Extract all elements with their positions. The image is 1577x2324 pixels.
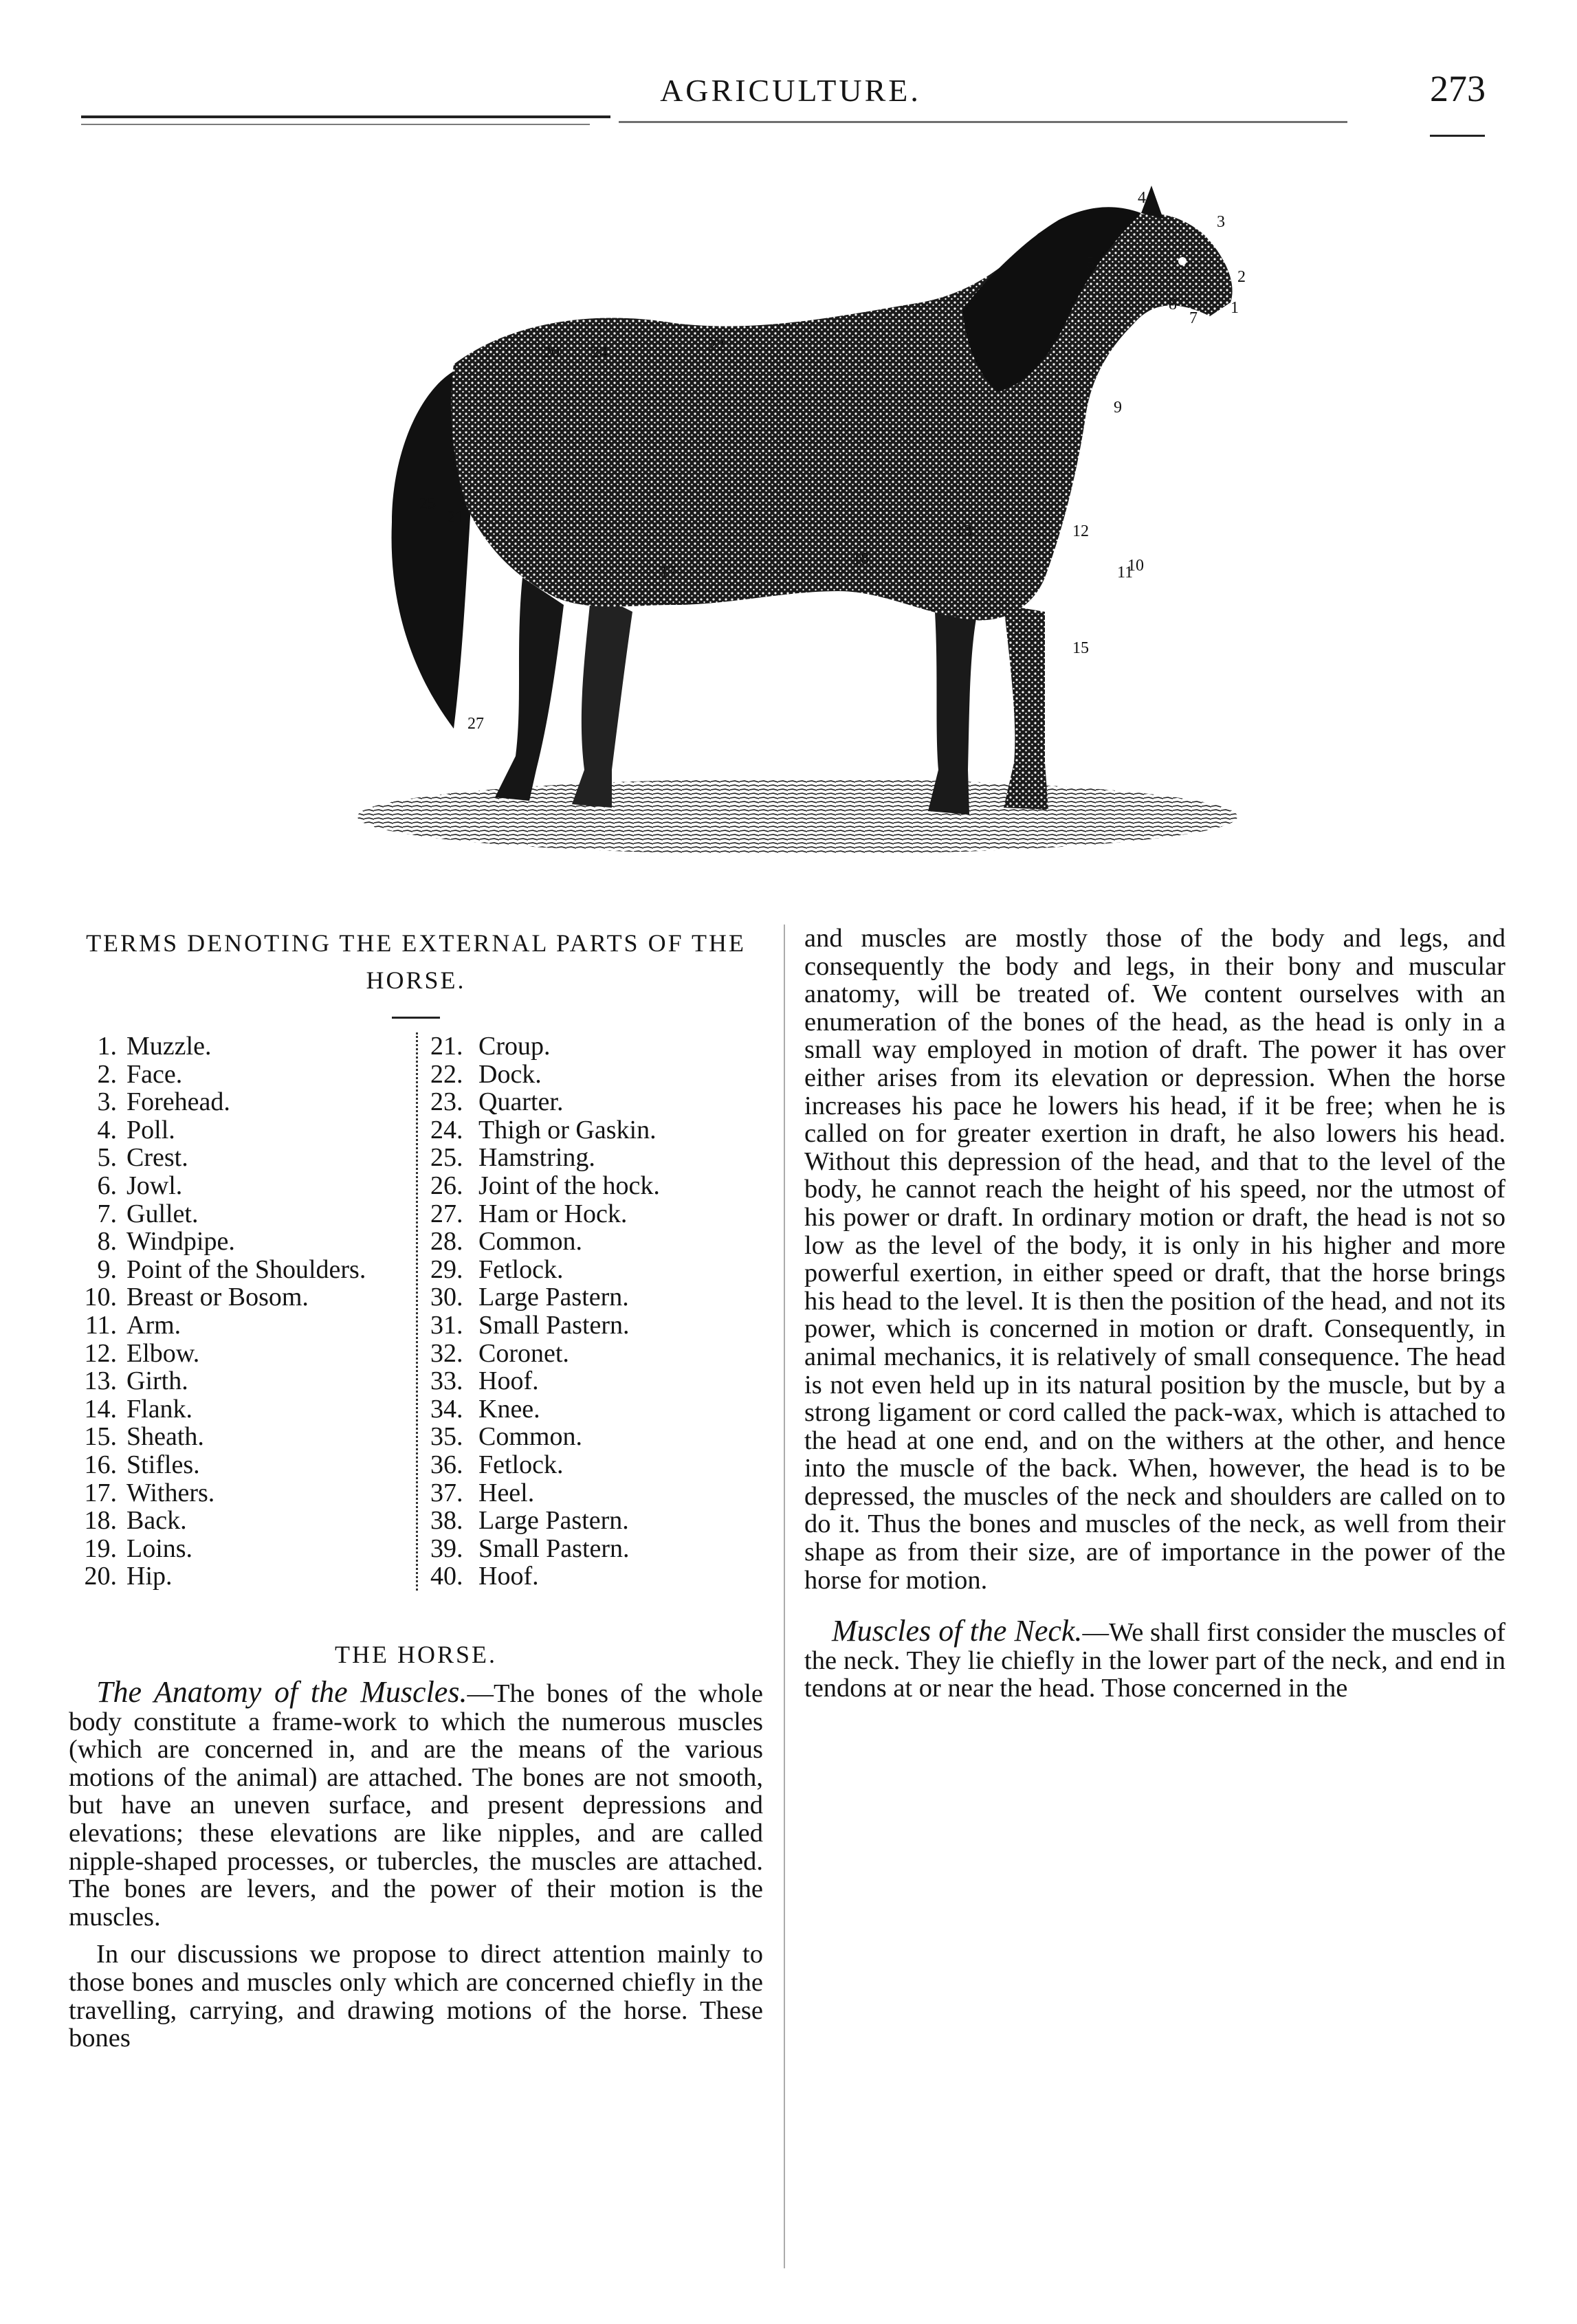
- term-number: 28.: [430, 1227, 463, 1257]
- page-number-rule: [1430, 135, 1485, 137]
- term-number: 13.: [84, 1366, 117, 1396]
- term-number: 14.: [84, 1394, 117, 1424]
- part-number-label: 7: [1189, 309, 1198, 327]
- part-number-label: 8: [1169, 296, 1177, 313]
- term-item: [430, 1144, 763, 1172]
- term-label: Large Pastern.: [478, 1283, 629, 1312]
- term-number: 5.: [97, 1143, 117, 1173]
- term-item: [430, 1395, 763, 1424]
- term-number: 9.: [97, 1254, 117, 1284]
- term-label: Jowl.: [126, 1171, 183, 1200]
- term-label: Stifles.: [126, 1450, 200, 1479]
- term-label: Arm.: [126, 1310, 181, 1340]
- term-item: [69, 1451, 412, 1479]
- term-item: [430, 1172, 763, 1200]
- paragraph-head: and muscles are mostly those of the body and legs, and consequently the body and legs, in their bony and muscular anatomy, will be treated of. We content ourselves with an enumeration of the bones of the head, as the head is only in a small way employed in motion of draft. The power it has over either arises from its elevation or depression. When the horse increases his pace he lowers his head, if it be free; when he is called on for greater exertion in draft, he also lowers his head. Without this depression of the head, and that to the level of the body, he cannot reach the height of his speed, nor the utmost of his power or draft. In ordinary motion or draft, the head is not so low as the level of the body, it is only in his higher and more powerful exertion, in either speed or draft, that the horse brings his head to the level. It is then the position of the head, and not its power, which is concerned in motion or draft. Consequently, in animal mechanics, it is relatively of small consequence. The head is not even held up in its natural position by the muscle, but by a strong ligament or cord called the pack-wax, which is attached to the head at one end, and on the withers at the other, and hence into the muscle of the back. When, however, the head is to be depressed, the muscles of the neck and shoulders are called on to do it. Thus the bones and muscles of the neck, as well from their shape as from their size, are of importance in the power of the horse for motion.: [804, 924, 1506, 1595]
- term-label: Fetlock.: [478, 1254, 564, 1284]
- term-item: [430, 1507, 763, 1535]
- part-number-label: 3: [1217, 213, 1225, 231]
- horse-body: [451, 214, 1233, 620]
- term-number: 24.: [430, 1115, 463, 1144]
- term-number: 33.: [430, 1366, 463, 1396]
- term-item: [69, 1172, 412, 1200]
- horse-eye: [1178, 257, 1187, 265]
- term-item: [430, 1088, 763, 1116]
- term-number: 31.: [430, 1310, 463, 1340]
- term-item: [69, 1200, 412, 1228]
- term-item: [430, 1283, 763, 1312]
- term-number: 8.: [97, 1227, 117, 1257]
- part-number-label: 15: [1072, 639, 1089, 657]
- part-number-label: 12: [1072, 522, 1089, 540]
- term-item: [69, 1283, 412, 1312]
- paragraph-anatomy: [69, 1675, 763, 1932]
- term-label: Ham or Hock.: [478, 1199, 628, 1228]
- term-item: [430, 1312, 763, 1340]
- term-number: 10.: [84, 1283, 117, 1312]
- term-label: Coronet.: [478, 1338, 569, 1368]
- term-label: Withers.: [126, 1478, 215, 1507]
- term-label: Muzzle.: [126, 1032, 212, 1061]
- term-item: [69, 1256, 412, 1284]
- term-label: Girth.: [126, 1366, 188, 1396]
- term-number: 3.: [97, 1087, 117, 1117]
- right-column: [804, 925, 1506, 1703]
- term-label: Sheath.: [126, 1422, 204, 1452]
- term-item: [69, 1340, 412, 1368]
- term-number: 6.: [97, 1171, 117, 1200]
- part-number-label: 10: [1127, 557, 1144, 575]
- term-number: 34.: [430, 1394, 463, 1424]
- left-column: [69, 925, 763, 2052]
- term-item: [69, 1116, 412, 1144]
- section-heading: THE HORSE.: [335, 1641, 497, 1668]
- term-label: Elbow.: [126, 1338, 200, 1368]
- term-number: 23.: [430, 1087, 463, 1117]
- term-label: Loins.: [126, 1534, 193, 1563]
- terms-column-right: [416, 1032, 763, 1591]
- term-item: [69, 1032, 412, 1061]
- part-number-label: 9: [1114, 399, 1122, 417]
- term-item: [430, 1451, 763, 1479]
- term-number: 11.: [85, 1310, 117, 1340]
- term-number: 32.: [430, 1338, 463, 1368]
- term-number: 12.: [84, 1338, 117, 1368]
- ground-shadow: [357, 779, 1237, 854]
- paragraph-text: —The bones of the whole body constitute a frame-work to which the numerous muscles (which are concerned in, and are the means of the various motions of the animal) are attached. The bones are not smooth, but have an uneven surface, and present depressions and elevations; these elevations are like nipples, and are called nipple-shaped processes, or tubercles, the muscles are attached. The bones are levers, and the power of their motion is the muscles.: [69, 1679, 763, 1932]
- term-number: 37.: [430, 1478, 463, 1507]
- term-item: [69, 1562, 412, 1591]
- term-number: 16.: [84, 1450, 117, 1479]
- page-number: 273: [1430, 68, 1486, 109]
- term-number: 25.: [430, 1143, 463, 1173]
- paragraph-neck: [804, 1614, 1506, 1703]
- part-number-label: 1: [1231, 299, 1239, 317]
- term-item: [69, 1312, 412, 1340]
- term-item: [69, 1423, 412, 1451]
- page-header: [0, 0, 1577, 158]
- term-number: 27.: [430, 1199, 463, 1228]
- term-label: Face.: [126, 1059, 183, 1089]
- term-number: 38.: [430, 1506, 463, 1536]
- paragraph-discussion: In our discussions we propose to direct attention mainly to those bones and muscles only which are concerned chiefly in the travelling, carrying, and drawing motions of the horse. These bones: [69, 1940, 763, 2053]
- column-divider: [784, 925, 785, 2268]
- heading-rule: [392, 1017, 440, 1019]
- part-number-label: 2: [1237, 268, 1246, 286]
- term-label: Point of the Shoulders.: [126, 1254, 366, 1284]
- term-label: Flank.: [126, 1394, 193, 1424]
- term-item: [430, 1061, 763, 1089]
- term-label: Windpipe.: [126, 1227, 235, 1257]
- part-number-label: 22: [708, 337, 725, 355]
- term-label: Hoof.: [478, 1366, 539, 1396]
- term-label: Hip.: [126, 1562, 173, 1591]
- term-item: [430, 1116, 763, 1144]
- term-item: [430, 1479, 763, 1507]
- term-number: 30.: [430, 1283, 463, 1312]
- part-number-label: 4: [1138, 189, 1146, 207]
- part-number-label: 20: [543, 344, 560, 362]
- term-number: 1.: [97, 1032, 117, 1061]
- term-label: Fetlock.: [478, 1450, 564, 1479]
- term-number: 35.: [430, 1422, 463, 1452]
- term-item: [69, 1088, 412, 1116]
- horse-front-leg: [1004, 605, 1048, 810]
- term-label: Joint of the hock.: [478, 1171, 660, 1200]
- term-label: Forehead.: [126, 1087, 230, 1117]
- horse-illustration: [316, 165, 1279, 880]
- term-item: [69, 1535, 412, 1563]
- term-label: Croup.: [478, 1032, 551, 1061]
- term-item: [430, 1423, 763, 1451]
- term-number: 26.: [430, 1171, 463, 1200]
- terms-list: [69, 1032, 763, 1617]
- term-label: Hamstring.: [478, 1143, 595, 1173]
- term-number: 18.: [84, 1506, 117, 1536]
- term-item: [430, 1367, 763, 1395]
- term-label: Small Pastern.: [478, 1310, 630, 1340]
- term-item: [69, 1061, 412, 1089]
- term-label: Crest.: [126, 1143, 188, 1173]
- term-number: 29.: [430, 1254, 463, 1284]
- part-number-label: 13: [956, 522, 972, 540]
- term-item: [430, 1535, 763, 1563]
- term-number: 19.: [84, 1534, 117, 1563]
- term-item: [69, 1395, 412, 1424]
- term-item: [430, 1256, 763, 1284]
- term-label: Hoof.: [478, 1562, 539, 1591]
- term-label: Small Pastern.: [478, 1534, 630, 1563]
- terms-column-left: [69, 1032, 412, 1591]
- header-rule: [81, 115, 610, 118]
- term-label: Large Pastern.: [478, 1506, 629, 1536]
- term-label: Dock.: [478, 1059, 542, 1089]
- horse-hind-leg: [572, 591, 632, 808]
- term-item: [430, 1200, 763, 1228]
- term-item: [430, 1340, 763, 1368]
- term-number: 36.: [430, 1450, 463, 1479]
- term-number: 15.: [84, 1422, 117, 1452]
- term-item: [430, 1032, 763, 1061]
- term-label: Gullet.: [126, 1199, 199, 1228]
- term-item: [430, 1228, 763, 1256]
- term-number: 7.: [97, 1199, 117, 1228]
- part-number-label: 5: [1086, 254, 1094, 272]
- term-label: Thigh or Gaskin.: [478, 1115, 657, 1144]
- part-number-label: 21: [447, 509, 463, 527]
- running-title: AGRICULTURE.: [660, 73, 921, 108]
- header-rule-secondary: [81, 124, 590, 125]
- part-number-label: 11: [1117, 564, 1134, 582]
- term-label: Knee.: [478, 1394, 540, 1424]
- term-item: [69, 1507, 412, 1535]
- term-label: Poll.: [126, 1115, 175, 1144]
- term-number: 17.: [84, 1478, 117, 1507]
- term-item: [69, 1228, 412, 1256]
- part-number-label: 24: [591, 344, 608, 362]
- part-number-label: 27: [467, 715, 484, 733]
- term-number: 22.: [430, 1059, 463, 1089]
- term-label: Common.: [478, 1422, 582, 1452]
- paragraph-lead: Muscles of the Neck.: [832, 1614, 1083, 1648]
- term-number: 2.: [97, 1059, 117, 1089]
- term-label: Common.: [478, 1227, 582, 1257]
- term-number: 20.: [84, 1562, 117, 1591]
- term-item: [69, 1367, 412, 1395]
- term-item: [69, 1144, 412, 1172]
- part-number-label: 17: [660, 564, 676, 582]
- term-label: Quarter.: [478, 1087, 564, 1117]
- term-number: 4.: [97, 1115, 117, 1144]
- terms-heading: TERMS DENOTING THE EXTERNAL PARTS OF THE HORSE.: [86, 929, 746, 994]
- term-item: [430, 1562, 763, 1591]
- paragraph-lead: The Anatomy of the Muscles.: [96, 1675, 467, 1709]
- term-number: 21.: [430, 1032, 463, 1061]
- part-number-label: 25: [419, 495, 436, 513]
- term-label: Breast or Bosom.: [126, 1283, 309, 1312]
- term-label: Back.: [126, 1506, 187, 1536]
- paragraph-text: —We shall first consider the muscles of the neck. They lie chiefly in the lower part of the neck, and end in tendons at or near the head. Those concerned in the: [804, 1618, 1506, 1703]
- horse-hind-leg: [495, 577, 564, 801]
- header-rule-right: [619, 121, 1347, 123]
- term-number: 40.: [430, 1562, 463, 1591]
- term-label: Heel.: [478, 1478, 535, 1507]
- part-number-label: 18: [852, 550, 869, 568]
- term-number: 39.: [430, 1534, 463, 1563]
- term-item: [69, 1479, 412, 1507]
